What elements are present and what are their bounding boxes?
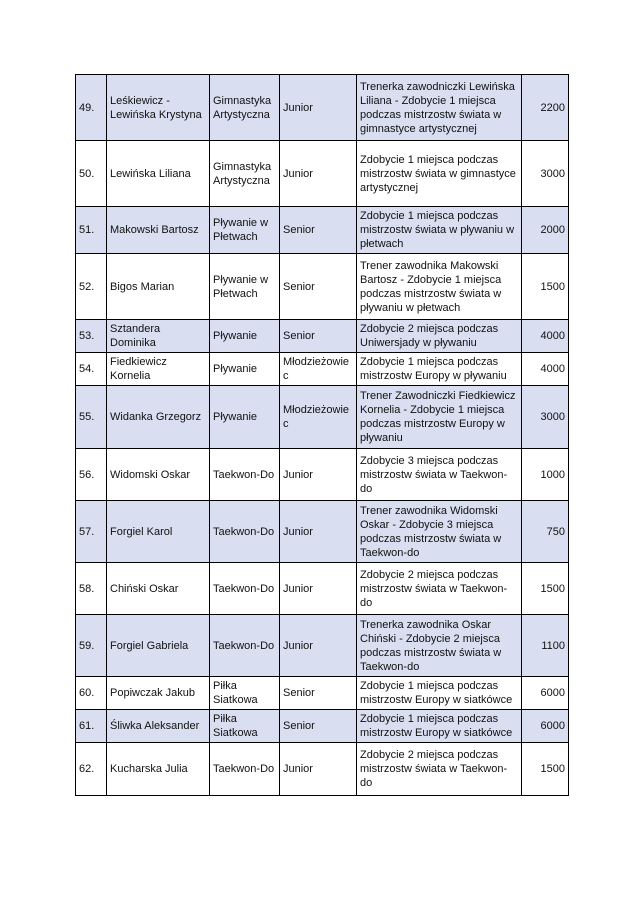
achievement-description: Trener zawodnika Widomski Oskar - Zdobycie 3 miejsca podczas mistrzostw świata w Taekwon-do xyxy=(357,501,522,563)
achievement-description: Zdobycie 1 miejsca podczas mistrzostw świata w gimnastyce artystycznej xyxy=(357,141,522,207)
achievement-description: Zdobycie 1 miejsca podczas mistrzostw Europy w siatkówce xyxy=(357,677,522,710)
table-row xyxy=(76,386,569,449)
discipline: Taekwon-Do xyxy=(210,501,280,563)
person-name: Sztandera Dominika xyxy=(107,320,210,353)
row-number: 51. xyxy=(76,207,107,254)
table-row xyxy=(76,207,569,254)
discipline: Pływanie xyxy=(210,353,280,386)
discipline: Taekwon-Do xyxy=(210,449,280,501)
person-name: Bigos Marian xyxy=(107,254,210,320)
row-number: 53. xyxy=(76,320,107,353)
category: Młodzieżowiec xyxy=(280,386,357,449)
award-amount: 1500 xyxy=(522,254,569,320)
row-number: 50. xyxy=(76,141,107,207)
achievement-description: Zdobycie 1 miejsca podczas mistrzostw świata w pływaniu w płetwach xyxy=(357,207,522,254)
row-number: 56. xyxy=(76,449,107,501)
category: Senior xyxy=(280,677,357,710)
person-name: Kucharska Julia xyxy=(107,743,210,796)
award-amount: 4000 xyxy=(522,353,569,386)
person-name: Widanka Grzegorz xyxy=(107,386,210,449)
award-amount: 3000 xyxy=(522,386,569,449)
award-amount: 2200 xyxy=(522,75,569,141)
achievement-description: Trenerka zawodnika Oskar Chiński - Zdobycie 2 miejsca podczas mistrzostw świata w Taekwon-do xyxy=(357,615,522,677)
category: Senior xyxy=(280,320,357,353)
table-row xyxy=(76,141,569,207)
discipline: Piłka Siatkowa xyxy=(210,677,280,710)
award-amount: 2000 xyxy=(522,207,569,254)
discipline: Taekwon-Do xyxy=(210,563,280,615)
category: Junior xyxy=(280,743,357,796)
award-amount: 3000 xyxy=(522,141,569,207)
discipline: Pływanie w Płetwach xyxy=(210,207,280,254)
awards-table xyxy=(75,74,569,796)
achievement-description: Zdobycie 2 miejsca podczas mistrzostw świata w Taekwon-do xyxy=(357,563,522,615)
table-row xyxy=(76,563,569,615)
achievement-description: Zdobycie 2 miejsca podczas Uniwersjady w pływaniu xyxy=(357,320,522,353)
discipline: Gimnastyka Artystyczna xyxy=(210,75,280,141)
table-row xyxy=(76,710,569,743)
category: Senior xyxy=(280,710,357,743)
achievement-description: Zdobycie 1 miejsca podczas mistrzostw Europy w pływaniu xyxy=(357,353,522,386)
award-amount: 750 xyxy=(522,501,569,563)
achievement-description: Trenerka zawodniczki Lewińska Liliana - Zdobycie 1 miejsca podczas mistrzostw świata w gimnastyce artystycznej xyxy=(357,75,522,141)
discipline: Taekwon-Do xyxy=(210,743,280,796)
row-number: 61. xyxy=(76,710,107,743)
discipline: Piłka Siatkowa xyxy=(210,710,280,743)
award-amount: 4000 xyxy=(522,320,569,353)
discipline: Pływanie xyxy=(210,320,280,353)
achievement-description: Trener Zawodniczki Fiedkiewicz Kornelia - Zdobycie 1 miejsca podczas mistrzostw Europy w pływaniu xyxy=(357,386,522,449)
person-name: Forgiel Karol xyxy=(107,501,210,563)
row-number: 60. xyxy=(76,677,107,710)
table-row xyxy=(76,677,569,710)
table-row xyxy=(76,615,569,677)
awards-table-body xyxy=(76,75,569,796)
category: Junior xyxy=(280,615,357,677)
award-amount: 1500 xyxy=(522,743,569,796)
row-number: 55. xyxy=(76,386,107,449)
person-name: Widomski Oskar xyxy=(107,449,210,501)
person-name: Lewińska Liliana xyxy=(107,141,210,207)
row-number: 59. xyxy=(76,615,107,677)
person-name: Leśkiewicz - Lewińska Krystyna xyxy=(107,75,210,141)
person-name: Forgiel Gabriela xyxy=(107,615,210,677)
row-number: 62. xyxy=(76,743,107,796)
category: Junior xyxy=(280,449,357,501)
row-number: 54. xyxy=(76,353,107,386)
discipline: Taekwon-Do xyxy=(210,615,280,677)
row-number: 49. xyxy=(76,75,107,141)
award-amount: 6000 xyxy=(522,710,569,743)
achievement-description: Zdobycie 3 miejsca podczas mistrzostw świata w Taekwon-do xyxy=(357,449,522,501)
discipline: Gimnastyka Artystyczna xyxy=(210,141,280,207)
category: Młodzieżowiec xyxy=(280,353,357,386)
table-row xyxy=(76,353,569,386)
award-amount: 1100 xyxy=(522,615,569,677)
award-amount: 6000 xyxy=(522,677,569,710)
award-amount: 1500 xyxy=(522,563,569,615)
category: Junior xyxy=(280,563,357,615)
table-row xyxy=(76,75,569,141)
row-number: 52. xyxy=(76,254,107,320)
achievement-description: Zdobycie 1 miejsca podczas mistrzostw Europy w siatkówce xyxy=(357,710,522,743)
person-name: Popiwczak Jakub xyxy=(107,677,210,710)
person-name: Chiński Oskar xyxy=(107,563,210,615)
person-name: Fiedkiewicz Kornelia xyxy=(107,353,210,386)
category: Junior xyxy=(280,501,357,563)
person-name: Śliwka Aleksander xyxy=(107,710,210,743)
table-row xyxy=(76,320,569,353)
discipline: Pływanie xyxy=(210,386,280,449)
row-number: 57. xyxy=(76,501,107,563)
person-name: Makowski Bartosz xyxy=(107,207,210,254)
category: Junior xyxy=(280,75,357,141)
category: Junior xyxy=(280,141,357,207)
category: Senior xyxy=(280,254,357,320)
award-amount: 1000 xyxy=(522,449,569,501)
achievement-description: Zdobycie 2 miejsca podczas mistrzostw świata w Taekwon-do xyxy=(357,743,522,796)
table-row xyxy=(76,501,569,563)
discipline: Pływanie w Płetwach xyxy=(210,254,280,320)
row-number: 58. xyxy=(76,563,107,615)
achievement-description: Trener zawodnika Makowski Bartosz - Zdobycie 1 miejsca podczas mistrzostw świata w pływaniu w płetwach xyxy=(357,254,522,320)
table-row xyxy=(76,449,569,501)
table-row xyxy=(76,743,569,796)
category: Senior xyxy=(280,207,357,254)
table-row xyxy=(76,254,569,320)
